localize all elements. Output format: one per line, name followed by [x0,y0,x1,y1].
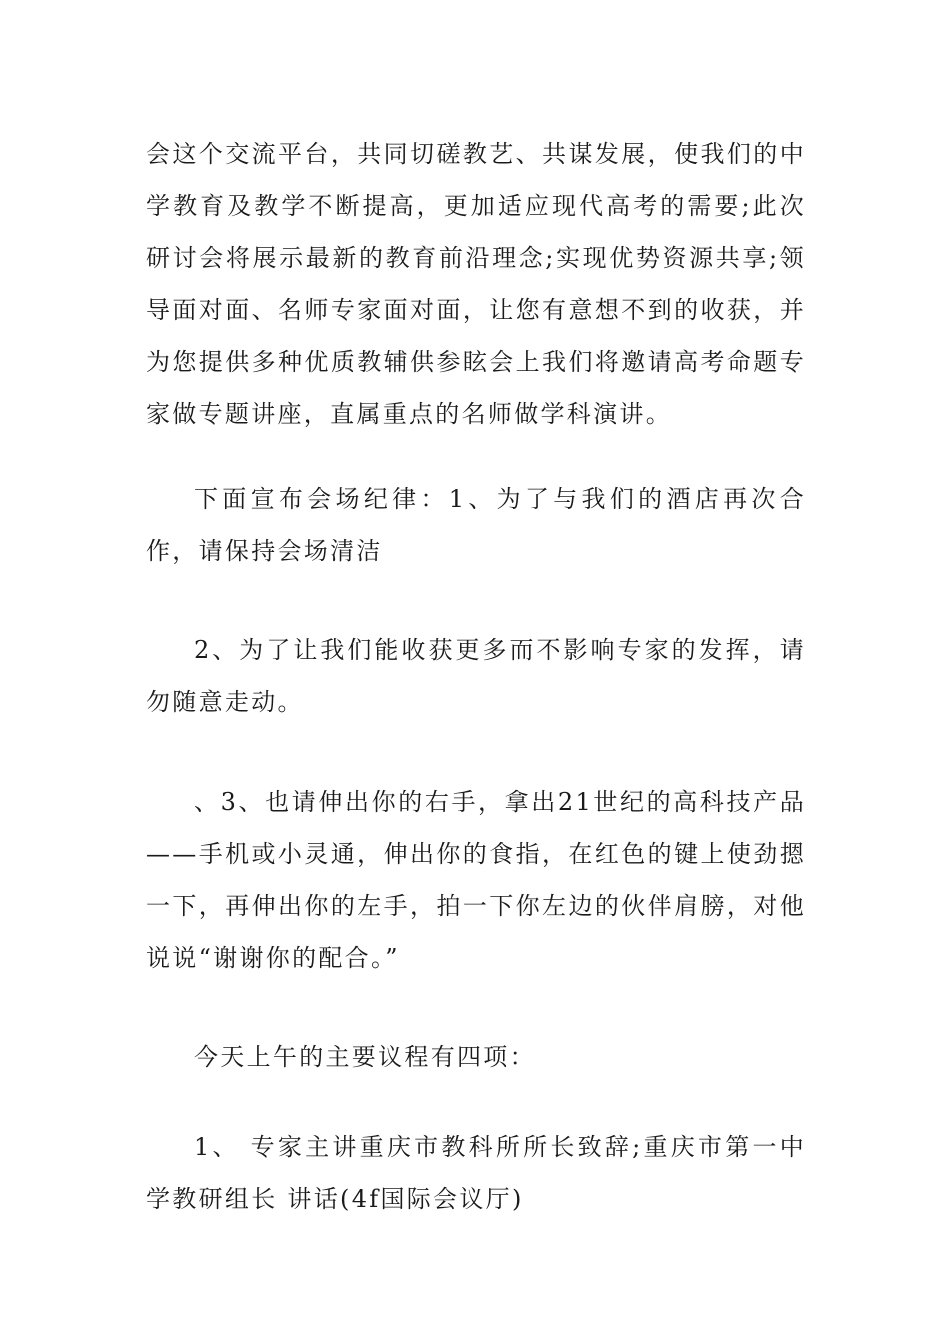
paragraph-rule-2: 2、为了让我们能收获更多而不影响专家的发挥，请勿随意走动。 [146,636,806,716]
paragraph-rules-heading: 下面宣布会场纪律：1、为了与我们的酒店再次合作，请保持会场清洁 [146,485,806,565]
paragraph-agenda-heading: 今天上午的主要议程有四项： [194,1043,536,1071]
paragraph-agenda-item-1: 1、 专家主讲重庆市教科所所长致辞;重庆市第一中学教研组长 讲话(4f国际会议厅) [146,1133,806,1213]
paragraph-intro: 会这个交流平台，共同切磋教艺、共谋发展，使我们的中学教育及教学不断提高，更加适应现代高考的需要;此次研讨会将展示最新的教育前沿理念;实现优势资源共享;领导面对面、名师专家面对面，让您有意想不到的收获，并为您提供多种优质教辅供参眩会上我们将邀请高考命题专家做专题讲座，直属重点的名师做学科演讲。 [146,140,806,428]
paragraph-rule-3: 、3、也请伸出你的右手，拿出21世纪的高科技产品——手机或小灵通，伸出你的食指，在红色的键上使劲摁一下，再伸出你的左手，拍一下你左边的伙伴肩膀，对他说说“谢谢你的配合。” [146,788,806,972]
